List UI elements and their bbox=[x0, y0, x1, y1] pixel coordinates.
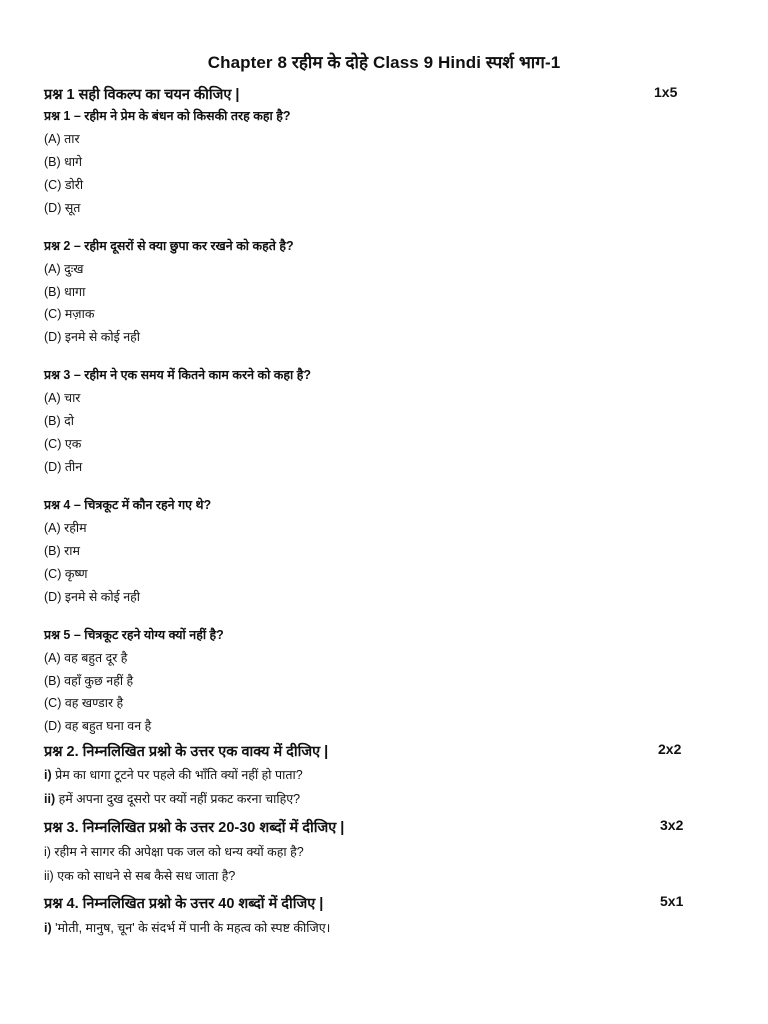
section-1-marks: 1x5 bbox=[654, 84, 678, 100]
mcq-option: (A) वह बहुत दूर है bbox=[44, 651, 128, 665]
mcq-option: (A) तार bbox=[44, 132, 80, 146]
question-text: 'मोती, मानुष, चून' के संदर्भ में पानी के महत्व को स्पष्ट कीजिए। bbox=[55, 921, 331, 935]
page-title: Chapter 8 रहीम के दोहे Class 9 Hindi स्पर्श भाग-1 bbox=[207, 53, 561, 72]
mcq-option: (B) धागे bbox=[44, 155, 83, 169]
mcq-option: (D) वह बहुत घना वन है bbox=[44, 719, 152, 733]
section-3-marks: 3x2 bbox=[660, 817, 684, 833]
mcq-option: (B) धागा bbox=[44, 285, 86, 299]
section-3-heading: प्रश्न 3. निम्नलिखित प्रश्नो के उत्तर 20-30 शब्दों में दीजिए | bbox=[44, 820, 345, 836]
section-4-marks: 5x1 bbox=[660, 893, 684, 909]
question-number: i) bbox=[44, 768, 52, 782]
mcq-option: (C) वह खण्डार है bbox=[44, 696, 124, 710]
mcq-option: (B) राम bbox=[44, 544, 80, 558]
mcq-option: (A) रहीम bbox=[44, 521, 87, 535]
section-2-marks: 2x2 bbox=[658, 741, 682, 757]
mcq-question: प्रश्न 2 – रहीम दूसरों से क्या छुपा कर रखने को कहते है? bbox=[44, 239, 294, 253]
mcq-option: (D) तीन bbox=[44, 460, 83, 474]
question-number: ii) bbox=[44, 792, 56, 806]
mcq-option: (D) इनमे से कोई नही bbox=[44, 330, 141, 344]
long-question bbox=[44, 919, 330, 936]
short-question bbox=[44, 766, 303, 783]
medium-question: ii) एक को साधने से सब कैसे सध जाता है? bbox=[44, 869, 236, 883]
mcq-option: (C) कृष्ण bbox=[44, 567, 88, 581]
mcq-option: (B) वहाँ कुछ नहीं है bbox=[44, 674, 134, 688]
mcq-option: (A) दुःख bbox=[44, 262, 84, 276]
mcq-option: (D) सूत bbox=[44, 201, 81, 215]
section-2-heading: प्रश्न 2. निम्नलिखित प्रश्नो के उत्तर एक वाक्य में दीजिए | bbox=[44, 744, 329, 760]
mcq-option: (D) इनमे से कोई नही bbox=[44, 590, 141, 604]
short-question bbox=[44, 790, 300, 807]
section-4-heading: प्रश्न 4. निम्नलिखित प्रश्नो के उत्तर 40 शब्दों में दीजिए | bbox=[44, 896, 324, 912]
mcq-question: प्रश्न 4 – चित्रकूट में कौन रहने गए थे? bbox=[44, 498, 212, 512]
medium-question: i) रहीम ने सागर की अपेक्षा पक जल को धन्य क्यों कहा है? bbox=[44, 845, 304, 859]
question-text: प्रेम का धागा टूटने पर पहले की भाँति क्यों नहीं हो पाता? bbox=[55, 768, 303, 782]
mcq-question: प्रश्न 5 – चित्रकूट रहने योग्य क्यों नहीं है? bbox=[44, 628, 224, 642]
mcq-option: (C) मज़ाक bbox=[44, 307, 95, 321]
question-text: हमें अपना दुख दूसरो पर क्यों नहीं प्रकट करना चाहिए? bbox=[58, 792, 301, 806]
mcq-question: प्रश्न 1 – रहीम ने प्रेम के बंधन को किसकी तरह कहा है? bbox=[44, 109, 291, 123]
question-number: i) bbox=[44, 921, 52, 935]
section-1-heading: प्रश्न 1 सही विकल्प का चयन कीजिए | bbox=[44, 87, 240, 103]
mcq-option: (C) डोरी bbox=[44, 178, 84, 192]
mcq-option: (A) चार bbox=[44, 391, 81, 405]
mcq-question: प्रश्न 3 – रहीम ने एक समय में कितने काम करने को कहा है? bbox=[44, 368, 312, 382]
mcq-option: (C) एक bbox=[44, 437, 82, 451]
mcq-option: (B) दो bbox=[44, 414, 75, 428]
